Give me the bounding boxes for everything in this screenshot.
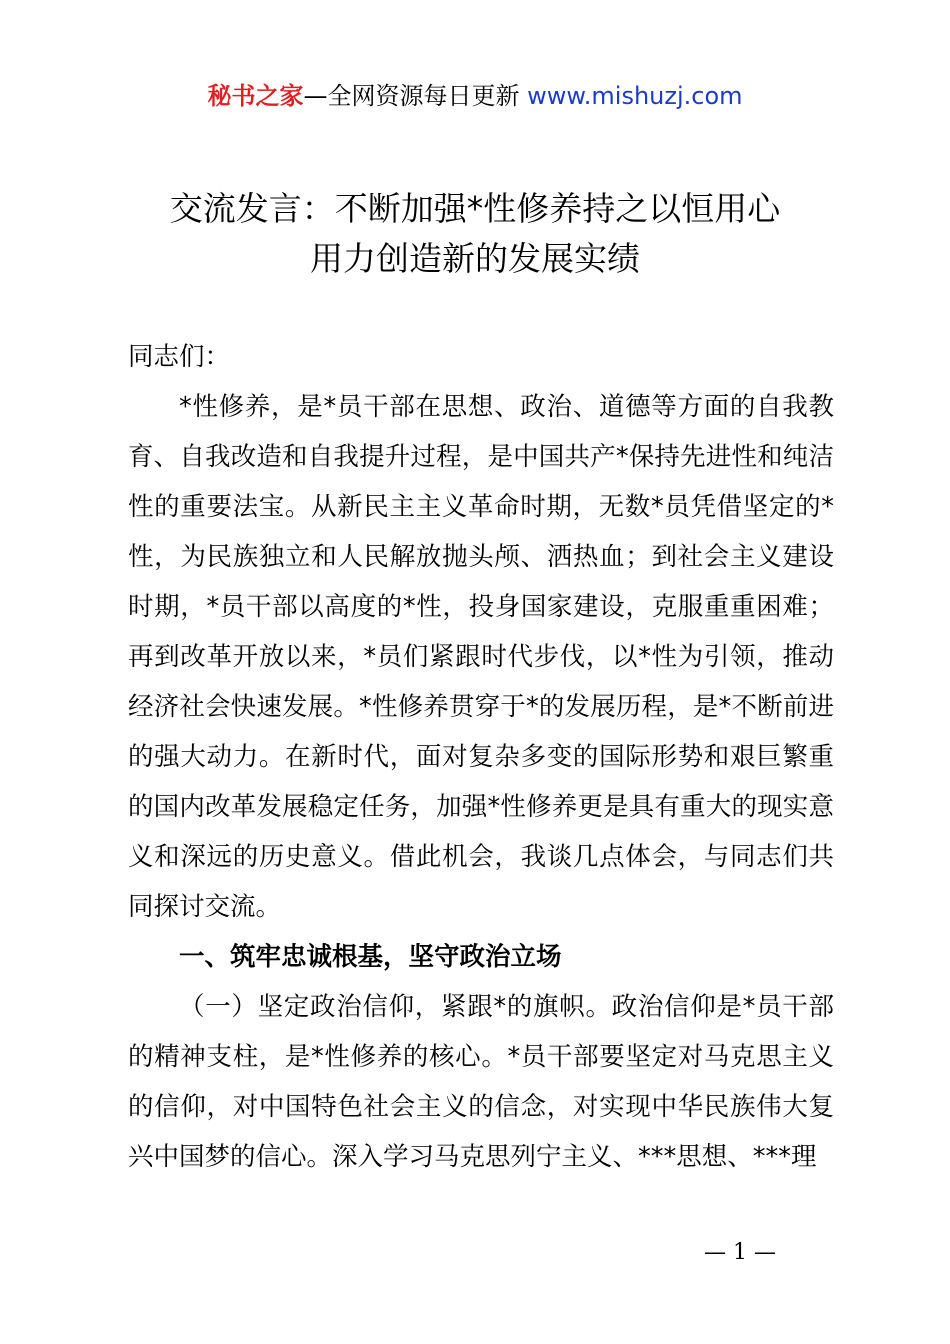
site-tagline: —全网资源每日更新 [303,82,528,110]
intro-paragraph: *性修养，是*员干部在思想、政治、道德等方面的自我教育、自我改造和自我提升过程，是中国共产*保持先进性和纯洁性的重要法宝。从新民主主义革命时期，无数*员凭借坚定的*性，为民族独立和人民解放抛头颅、洒热血；到社会主义建设时期，*员干部以高度的*性，投身国家建设，克服重重困难；再到改革开放以来，*员们紧跟时代步伐，以*性为引领，推动经济社会快速发展。*性修养贯穿于*的发展历程，是*不断前进的强大动力。在新时代，面对复杂多变的国际形势和艰巨繁重的国内改革发展稳定任务，加强*性修养更是具有重大的现实意义和深远的历史意义。借此机会，我谈几点体会，与同志们共同探讨交流。 [128,392,834,922]
subsection-paragraph-1: （一）坚定政治信仰，紧跟*的旗帜。政治信仰是*员干部的精神支柱，是*性修养的核心。*员干部要坚定对马克思主义的信仰，对中国特色社会主义的信念，对实现中华民族伟大复兴中国梦的信心。深入学习马克思列宁主义、***思想、***理 [128,992,834,1172]
site-brand: 秘书之家 [207,82,304,110]
document-body [128,332,834,1182]
document-title [0,184,950,284]
page-number: — 1 — [704,1240,776,1265]
site-url[interactable]: www.mishuzj.com [527,82,743,110]
title-line-2: 用力创造新的发展实绩 [310,239,640,278]
site-header [0,80,950,112]
salutation: 同志们： [128,342,231,372]
title-line-1: 交流发言：不断加强*性修养持之以恒用心 [169,189,781,228]
section-heading-1: 一、筑牢忠诚根基，坚守政治立场 [179,942,562,972]
